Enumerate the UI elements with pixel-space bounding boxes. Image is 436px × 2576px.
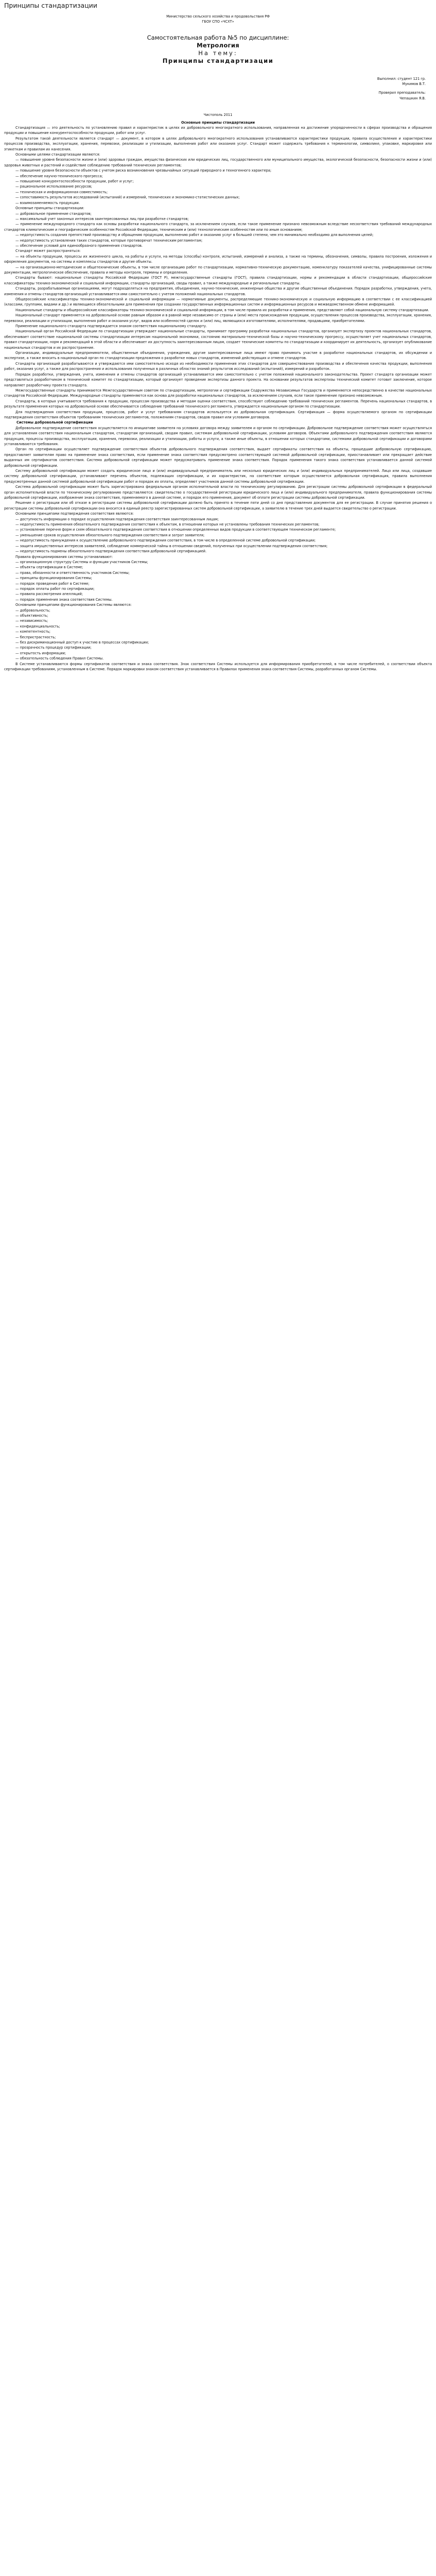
topic-label: На тему: <box>198 49 238 57</box>
paragraph: Систему добровольной сертификации может создать юридическое лицо и (или) индивидуальный предприниматель или несколько юридических лиц и (или) индивидуальных предпринимателей. Лицо или лица, создавшие систему добровольной сертификации, устанавливают перечень объектов, подлежащих сертификации, и их характеристик, на соответствие которым осуществляется добровольная сертификация, правила выполнения предусмотренных данной системой добровольной сертификации работ и порядок их оплаты, определяют участников данной системы добровольной сертификации. <box>4 469 432 484</box>
paragraph: — на организационно-методические и общетехнические объекты, в том числе организацию работ по стандартизации, нормативно-техническую документацию, номенклатуру показателей качества, унифицированные системы документации, метрологическое обеспечение, правила и методы контроля, термины и определения. <box>4 265 432 275</box>
paragraph: — защита имущественных интересов заявителей, соблюдение коммерческой тайны в отношении сведений, полученных при осуществлении подтверждения соответствия; <box>15 544 328 548</box>
paragraph: — недопустимость установления таких стандартов, которые противоречат техническим регламентам; <box>15 238 203 243</box>
paragraph: — повышение уровня безопасности жизни и (или) здоровья граждан, имущества физических или юридических лиц, государственного или муниципального имущества, экологической безопасности, безопасности жизни и (или) здоровья животных и растений и содействие соблюдению требований технических регламентов; <box>4 158 432 167</box>
city-year: Чистополь 2011 <box>203 113 233 117</box>
paragraph: — обязательность соблюдения Правил Системы. <box>15 656 104 661</box>
discipline-name: Метрология <box>197 41 239 49</box>
paragraph: Применение национального стандарта подтверждается знаком соответствия национальному стандарту. <box>15 324 207 329</box>
paragraph: Порядок разработки, утверждения, учета, изменения и отмены стандартов организаций устанавливается ими самостоятельно с учетом положений национального законодательства. Проект стандарта организации может представляться разработчиком в технический комитет по стандартизации, который организует проведение экспертизы данного проекта. На основании результатов экспертизы технический комитет готовит заключение, которое направляет разработчику проекта стандарта. <box>4 372 432 387</box>
paragraph: — независимость; <box>15 619 48 623</box>
paragraph: — повышение уровня безопасности объектов с учетом риска возникновения чрезвычайных ситуаций природного и техногенного характера; <box>15 168 272 173</box>
paragraph: — взаимозаменяемость продукции. <box>15 200 80 205</box>
paragraph: — компетентность; <box>15 630 51 634</box>
paragraph: — максимальный учет законных интересов заинтересованных лиц при разработке стандартов; <box>15 216 189 221</box>
paragraph: Основными целями стандартизации являются: <box>15 152 100 157</box>
paragraph: Стандарт может распространяться: <box>15 249 81 253</box>
paragraph: Результатом такой деятельности является стандарт — документ, в котором в целях добровольного многократного использования устанавливаются характеристики продукции, правила осуществления и характеристики процессов производства, эксплуатации, хранения, перевозки, реализации и утилизации, выполнения работ или оказания услуг. Стандарт может содержать требования к терминологии, символике, упаковке, маркировке или этикеткам и правилам их нанесения. <box>4 136 432 151</box>
title-block <box>4 34 432 65</box>
section-heading: Системы добровольной сертификации <box>16 420 93 425</box>
page-title: Принципы стандартизации <box>4 2 97 9</box>
paragraph: — сопоставимость результатов исследований (испытаний) и измерений, технических и экономико-статистических данных; <box>15 195 240 200</box>
paragraph: — недопустимость принуждения к осуществлению добровольного подтверждения соответствия, в том числе в определенной системе добровольной сертификации; <box>15 538 316 543</box>
paragraph: В Системе устанавливаются формы сертификатов соответствия и знака соответствия. Знак соответствия Системы используется для информирования приобретателей, в том числе потребителей, о соответствии объекта сертификации требованиям, установленным в Системе. Порядок маркировки знаком соответствия устанавливается в Правилах применения знака соответствия Системы, разработанных органом Системы. <box>4 662 432 672</box>
work-title: Самостоятельная работа №5 по дисциплине: <box>147 33 289 41</box>
paragraph: Организации, индивидуальные предприниматели, общественные объединения, учреждения, другие заинтересованные лица имеют право принимать участие в разработке национальных стандартов, их обсуждении и экспертизе, а также вносить в национальный орган по стандартизации предложения о разработке новых стандартов, изменений действующих и отмене стандартов. <box>4 351 432 361</box>
paragraph: — применение международного стандарта как основы разработки национального стандарта, за исключением случаев, если такое применение признано невозможным вследствие несоответствия требований международных стандартов климатическим и географическим особенностям Российской Федерации, техническим и (или) технологическим особенностям или по иным основаниям; <box>4 222 432 232</box>
paragraph: — техническая и информационная совместимость; <box>15 190 108 194</box>
paragraph: — уменьшение сроков осуществления обязательного подтверждения соответствия и затрат заявителя; <box>15 533 205 537</box>
paragraph: Стандарты, разрабатываемые организациями, могут подразделяться на предприятия, объединения, научно-технические, инженерные общества и другие общественные объединения. Порядок разработки, утверждения, учета, изменения и отмены стандартов организаций устанавливается ими самостоятельно с учетом положений национальных стандартов. <box>4 286 432 296</box>
paragraph: Орган по сертификации осуществляет подтверждение соответствия объектов добровольного подтверждения соответствия, выдает сертификаты соответствия на объекты, прошедшие добровольную сертификацию, предоставляет заявителям право на применение знака соответствия, если применение знака соответствия предусмотрено соответствующей системой добровольной сертификации, приостанавливает или прекращает действие выданных им сертификатов соответствия. Система добровольной сертификации может предусматривать применение знака соответствия. Порядок применения такого знака соответствия устанавливается данной системой добровольной сертификации. <box>4 447 432 468</box>
topic-title: Принципы стандартизации <box>162 57 274 64</box>
signature-block <box>4 76 432 101</box>
paragraph: Национальный орган Российской Федерации по стандартизации утверждает национальные стандарты, принимает программу разработки национальных стандартов, организует экспертизу проектов национальных стандартов, обеспечивает соответствие национальной системы стандартизации интересам национальной экономики, состоянию материально-технической базы и научно-техническому прогрессу, осуществляет учет национальных стандартов, правил стандартизации, норм и рекомендаций в этой области и обеспечивает их доступность заинтересованным лицам, создает технические комитеты по стандартизации и координирует их деятельность, организует опубликование национальных стандартов и их распространение. <box>4 329 432 350</box>
paragraph: Правила функционирования системы устанавливают: <box>15 554 113 559</box>
paragraph: — на объекты продукции, процессы их жизненного цикла, на работы и услуги, на методы (способы) контроля, испытаний, измерений и анализа, а также на термины, обозначения, символы, правила построения, изложения и оформления документов, на системы и комплексы стандартов и другие объекты. <box>4 254 432 264</box>
university-line: ГБОУ СПО «ЧСХТ» <box>202 20 234 24</box>
paragraph: Основные принципы стандартизации: <box>15 206 84 211</box>
paragraph: — принципы функционирования Системы; <box>15 576 93 581</box>
document <box>0 2 436 677</box>
checked-label: Проверил преподаватель: <box>378 91 426 95</box>
paragraph: Основными принципами подтверждения соответствия являются: <box>15 512 134 516</box>
paragraph: — обеспечение научно-технического прогресса; <box>15 174 103 178</box>
paragraph: — без дискриминационный доступ к участию в процессах сертификации; <box>15 640 149 645</box>
paragraph: Национальный стандарт применяется на добровольной основе равным образом и в равной мере независимо от страны и (или) места происхождения продукции, осуществления процессов производства, эксплуатации, хранения, перевозки, реализации и утилизации, выполнения работ и оказания услуг, видов или особенностей сделок и (или) лиц, являющихся изготовителями, исполнителями, продавцами, приобретателями. <box>4 313 432 323</box>
paragraph: — недопустимость создания препятствий производству и обращению продукции, выполнению работ и оказанию услуг в большей степени, чем это минимально необходимо для выполнения целей; <box>15 233 374 238</box>
paragraph: — добровольное применение стандартов; <box>15 211 92 216</box>
paragraph: Стандарты бывают: национальные стандарты Российской Федерации (ГОСТ Р), межгосударственные стандарты (ГОСТ), правила стандартизации, нормы и рекомендации в области стандартизации, общероссийские классификаторы технико-экономической и социальной информации, стандарты организаций, своды правил, а также международные и региональные стандарты. <box>4 276 432 285</box>
paragraph: — порядок применения знака соответствия Системы. <box>15 597 113 602</box>
paragraph: Стандарты, в которых учитываются требования к продукции, процессам производства и методам оценки соответствия, способствуют соблюдению требований технических регламентов. Перечень национальных стандартов, в результате применения которых на добровольной основе обеспечивается соблюдение требований технического регламента, утверждается национальным органом по стандартизации. <box>4 399 432 409</box>
paragraph: Стандарты организаций разрабатываются и утверждаются ими самостоятельно исходя из необходимости применения этих стандартов для совершенствования производства и обеспечения качества продукции, выполнения работ, оказания услуг, а также для распространения и использования полученных в различных областях знаний результатов исследований (испытаний), измерений и разработок. <box>4 361 432 371</box>
paragraph: — недопустимость подмены обязательного подтверждения соответствия добровольной сертификацией. <box>15 549 207 554</box>
paragraph: Добровольное подтверждение соответствия осуществляется по инициативе заявителя на условиях договора между заявителем и органом по сертификации. Добровольное подтверждение соответствия может осуществляться для установления соответствия национальным стандартам, стандартам организаций, сводам правил, системам добровольной сертификации, условиям договоров. Объектами добровольного подтверждения соответствия являются продукция, процессы производства, эксплуатации, хранения, перевозки, реализации и утилизации, работы и услуги, а также иные объекты, в отношении которых стандартами, системами добровольной сертификации и договорами устанавливаются требования. <box>4 426 432 446</box>
paragraph: Решение о регистрации или об отказе в регистрации системы добровольной сертификации должно быть принято в течение пяти дней со дня представления документов для ее регистрации. В случае принятия решения о регистрации системы добровольной сертификации она вносится в единый реестр зарегистрированных систем добровольной сертификации, а заявителю в течение трех дней выдается свидетельство о регистрации. <box>4 501 432 511</box>
teacher-name: Чепашкин Я.В. <box>399 96 426 100</box>
paragraph: — установление перечня форм и схем обязательного подтверждения соответствия в отношении определенных видов продукции в соответствующем техническом регламенте; <box>15 528 336 532</box>
ministry-line: Министерство сельского хозяйства и продовольствия РФ <box>166 14 270 19</box>
paragraph: — недопустимость применения обязательного подтверждения соответствия к объектам, в отношении которых не установлены требования технических регламентов; <box>15 522 320 527</box>
paragraph: — беспристрастность; <box>15 635 56 639</box>
paragraph: — добровольность; <box>15 608 50 613</box>
paragraph: — правила рассмотрения апелляций; <box>15 592 83 597</box>
paragraph: Основными принципами функционирования Системы являются: <box>15 603 132 607</box>
paragraph: Национальные стандарты и общероссийские классификаторы технико-экономической и социальной информации, в том числе правила их разработки и применения, представляют собой национальную систему стандартизации. <box>15 308 429 312</box>
section-heading: Основные принципы стандартизации <box>181 120 255 125</box>
paragraph: — открытость информации; <box>15 651 66 655</box>
paragraph: — рациональное использование ресурсов; <box>15 184 92 189</box>
paragraph: — конфиденциальность; <box>15 624 60 629</box>
paragraph: Для подтверждения соответствия продукции, процессов, работ и услуг требованиям стандартов используется их добровольная сертификация. Сертификация — форма осуществляемого органом по сертификации подтверждения соответствия объектов требованиям технических регламентов, положениям стандартов, сводов правил или условиям договоров. <box>4 410 432 419</box>
paragraph: — обеспечение условий для единообразного применения стандартов. <box>15 243 143 248</box>
paragraph: — доступность информации о порядке осуществления подтверждения соответствия заинтересованным лицам; <box>15 517 219 521</box>
paragraph: — порядок оплаты работ по сертификации; <box>15 586 95 591</box>
student-name: Мукимов В.Т. <box>402 82 426 87</box>
paragraph: Межгосударственные стандарты принимаются Межгосударственным советом по стандартизации, метрологии и сертификации Содружества Независимых Государств и применяются непосредственно в качестве национальных стандартов Российской Федерации. Международные стандарты применяются как основа для разработки национальных стандартов, за исключением случаев, если такое применение признано невозможным. <box>4 388 432 398</box>
body-text <box>4 120 432 672</box>
paragraph: Общероссийские классификаторы технико-экономической и социальной информации — нормативные документы, распределяющие технико-экономическую и социальную информацию в соответствии с ее классификацией (классами, группами, видами и др.) и являющиеся обязательными для применения при создании государственных информационных систем и информационных ресурсов и межведомственном обмене информацией. <box>4 297 432 307</box>
paragraph: — организационную структуру Системы и функции участников Системы; <box>15 560 148 564</box>
paragraph: Стандартизация — это деятельность по установлению правил и характеристик в целях их добровольного многократного использования, направленная на достижение упорядоченности в сферах производства и обращения продукции и повышение конкурентоспособности продукции, работ или услуг. <box>4 126 432 135</box>
paragraph: — объективность; <box>15 613 48 618</box>
student-line: Выполнил: студент 121 гр. <box>377 76 426 81</box>
paragraph: — права, обязанности и ответственность участников Системы; <box>15 570 130 575</box>
paragraph: — объекты сертификации в Системе; <box>15 565 83 570</box>
paragraph: — повышение конкурентоспособности продукции, работ и услуг; <box>15 179 134 184</box>
paragraph: — прозрачность процедур сертификации; <box>15 646 92 650</box>
paragraph: — порядок проведения работ в Системе; <box>15 581 90 586</box>
paragraph: Система добровольной сертификации может быть зарегистрирована федеральным органом исполнительной власти по техническому регулированию. Для регистрации системы добровольной сертификации в федеральный орган исполнительной власти по техническому регулированию представляются: свидетельство о государственной регистрации юридического лица и (или) индивидуального предпринимателя, правила функционирования системы добровольной сертификации, изображение знака соответствия, применяемого в данной системе, и порядок его применения, документ об оплате регистрации системы добровольной сертификации. <box>4 485 432 500</box>
